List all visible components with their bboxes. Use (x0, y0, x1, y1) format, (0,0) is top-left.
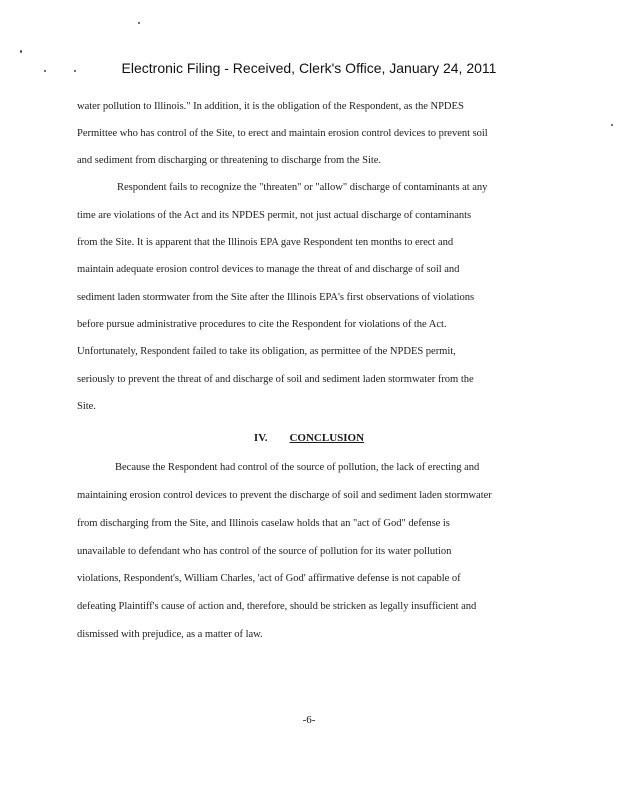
scan-speck (611, 124, 613, 126)
body-line: Respondent fails to recognize the "threaten" or "allow" discharge of contaminants at any (117, 182, 488, 193)
section-number: IV. (253, 432, 268, 444)
conclusion-line: maintaining erosion control devices to prevent the discharge of soil and sediment laden stormwater (77, 490, 492, 501)
conclusion-line: defeating Plaintiff's cause of action and, therefore, should be stricken as legally insufficient and (77, 601, 477, 612)
body-line: from the Site. It is apparent that the Illinois EPA gave Respondent ten months to erect and (77, 237, 454, 248)
section-title: CONCLUSION (289, 432, 365, 444)
body-line: seriously to prevent the threat of and discharge of soil and sediment laden stormwater from the (77, 374, 474, 385)
body-line: before pursue administrative procedures to cite the Respondent for violations of the Act. (77, 319, 447, 330)
electronic-filing-header: Electronic Filing - Received, Clerk's Office, January 24, 2011 (121, 60, 497, 76)
section-heading (0, 432, 618, 444)
body-line: maintain adequate erosion control devices to manage the threat of and discharge of soil and (77, 264, 460, 275)
scan-speck (20, 50, 22, 53)
body-line: Permittee who has control of the Site, to erect and maintain erosion control devices to prevent soil (77, 128, 488, 139)
scan-speck (138, 22, 140, 24)
body-line: time are violations of the Act and its NPDES permit, not just actual discharge of contaminants (77, 210, 472, 221)
page-number: -6- (302, 714, 316, 726)
conclusion-line: violations, Respondent's, William Charles, 'act of God' affirmative defense is not capable of (77, 573, 461, 584)
body-line: Unfortunately, Respondent failed to take its obligation, as permittee of the NPDES permit, (77, 346, 456, 357)
body-line: water pollution to Illinois." In addition, it is the obligation of the Respondent, as the NPDES (77, 101, 464, 112)
body-line: sediment laden stormwater from the Site after the Illinois EPA's first observations of violations (77, 292, 475, 303)
body-line: and sediment from discharging or threatening to discharge from the Site. (77, 155, 382, 166)
conclusion-line: Because the Respondent had control of the source of pollution, the lack of erecting and (115, 462, 480, 473)
conclusion-line: unavailable to defendant who has control of the source of pollution for its water pollution (77, 546, 452, 557)
body-line: Site. (77, 401, 96, 412)
conclusion-line: dismissed with prejudice, as a matter of law. (77, 629, 263, 640)
conclusion-line: from discharging from the Site, and Illinois caselaw holds that an "act of God" defense is (77, 518, 450, 529)
